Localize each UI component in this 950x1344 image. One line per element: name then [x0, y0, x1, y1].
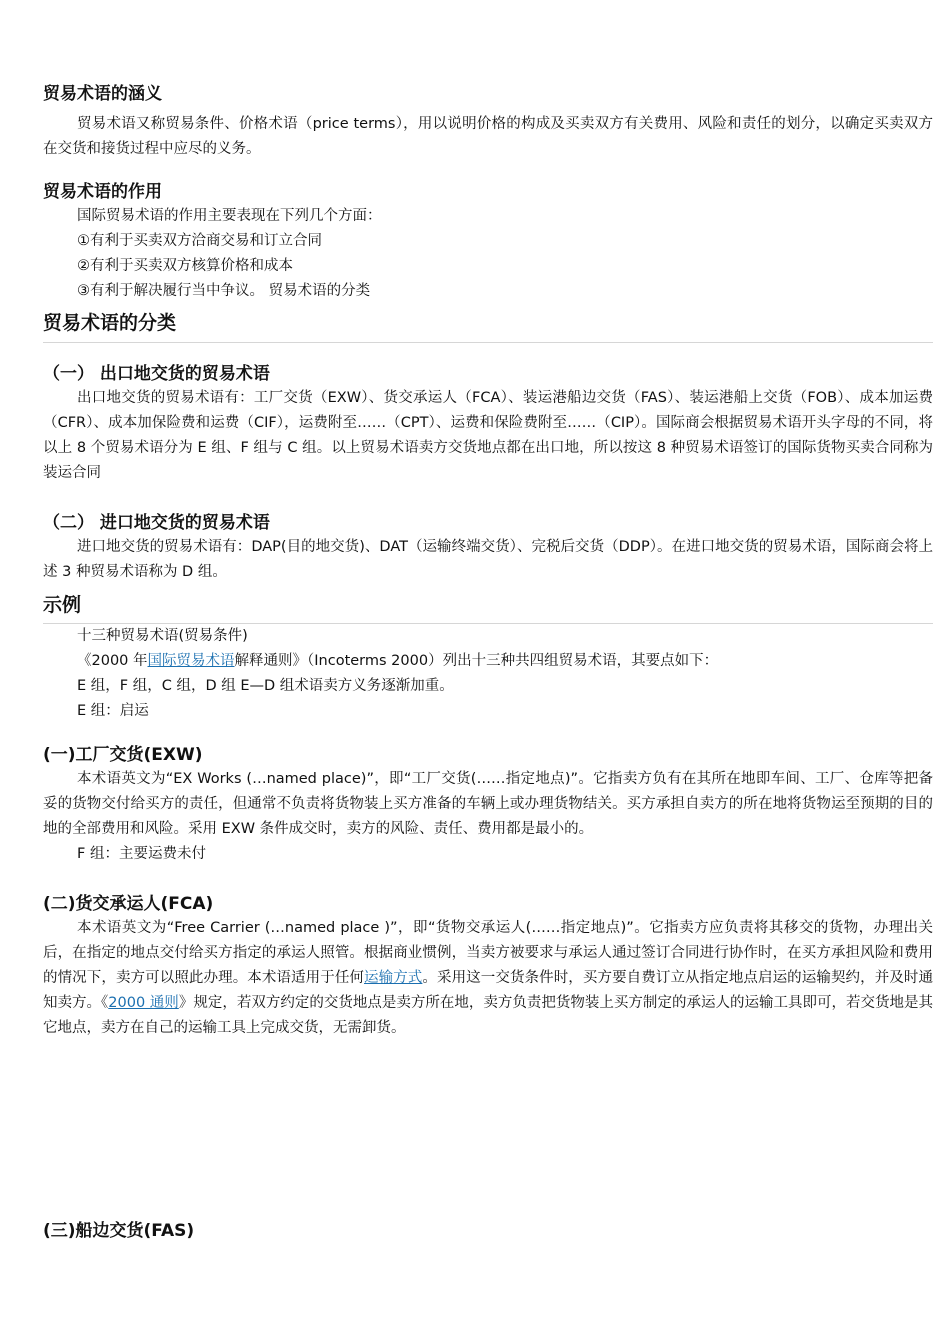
- link-incoterms[interactable]: 国际贸易术语: [147, 653, 235, 669]
- subsection-title: (二)货交承运人(FCA): [43, 894, 214, 914]
- list-item: ③有利于解决履行当中争议。 贸易术语的分类: [77, 283, 371, 299]
- section-title: 贸易术语的涵义: [43, 84, 162, 104]
- paragraph: 出口地交货的贸易术语有：工厂交货（EXW）、货交承运人（FCA）、装运港船边交货（FAS）、装运港船上交货（FOB）、成本加运费（CFR）、成本加保险费和运费（CIF），运费附至……（CPT）、运费和保险费附至……（CIP）。国际商会根据贸易术语开头字母的不同，将以上 8 个贸易术语分为 E 组、F 组与 C 组。以上贸易术语卖方交货地点都在出口地，所以按这 8 种贸易术语签订的国际货物买卖合同称为装运合同: [43, 390, 933, 481]
- section-function: [43, 180, 933, 304]
- section-title: 示例: [43, 594, 82, 616]
- paragraph: F 组：主要运费未付: [77, 846, 206, 862]
- paragraph: 本术语英文为“Free Carrier (…named place )”，即“货物交承运人(……指定地点)”。它指卖方应负责将其移交的货物，办理出关后，在指定的地点交付给买方指定的承运人照管。根据商业惯例，当卖方被要求与承运人通过签订合同进行协作时，在买方承担风险和费用的情况下，卖方可以照此办理。本术语适用于任何运输方式。采用这一交货条件时，买方要自费订立从指定地点启运的运输契约，并及时通知卖方。《2000 通则》规定，若双方约定的交货地点是卖方所在地，卖方负责把货物装上买方制定的承运人的运输工具即可，若交货地是其它地点，卖方在自己的运输工具上完成交货，无需卸货。: [43, 920, 934, 1036]
- section-fas: [43, 1219, 933, 1243]
- subsection-title: （一） 出口地交货的贸易术语: [43, 364, 270, 384]
- section-title: 贸易术语的作用: [43, 182, 162, 202]
- subsection-title: （二） 进口地交货的贸易术语: [43, 513, 270, 533]
- subsection-title: (一)工厂交货(EXW): [43, 745, 203, 765]
- paragraph: 《2000 年国际贸易术语解释通则》（Incoterms 2000）列出十三种共四组贸易术语，其要点如下：: [77, 653, 719, 669]
- paragraph: 十三种贸易术语(贸易条件): [77, 628, 248, 644]
- paragraph: E 组：启运: [77, 703, 149, 719]
- paragraph: 本术语英文为“EX Works (…named place)”，即“工厂交货(……指定地点)”。它指卖方负有在其所在地即车间、工厂、仓库等把备妥的货物交付给买方的责任，但通常不负责将货物装上买方准备的车辆上或办理货物结关。买方承担自卖方的所在地将货物运至预期的目的地的全部费用和风险。采用 EXW 条件成交时，卖方的风险、责任、费用都是最小的。: [43, 771, 933, 837]
- paragraph: 进口地交货的贸易术语有：DAP(目的地交货)、DAT（运输终端交货）、完税后交货（DDP）。在进口地交货的贸易术语，国际商会将上述 3 种贸易术语称为 D 组。: [43, 539, 933, 580]
- link-2000-rules[interactable]: 2000 通则: [108, 995, 179, 1011]
- paragraph: E 组，F 组，C 组，D 组 E—D 组术语卖方义务逐渐加重。: [77, 678, 454, 694]
- paragraph: 贸易术语又称贸易条件、价格术语（price terms），用以说明价格的构成及买卖双方有关费用、风险和责任的划分，以确定买卖双方在交货和接货过程中应尽的义务。: [43, 116, 933, 157]
- list-item: ②有利于买卖双方核算价格和成本: [77, 258, 293, 274]
- section-title: 贸易术语的分类: [43, 312, 177, 334]
- section-examples-body: [43, 624, 933, 724]
- section-export: [43, 362, 933, 486]
- subsection-title: (三)船边交货(FAS): [43, 1221, 195, 1241]
- section-exw: [43, 743, 933, 867]
- paragraph: 国际贸易术语的作用主要表现在下列几个方面：: [77, 208, 382, 224]
- link-transport-mode[interactable]: 运输方式: [364, 970, 423, 986]
- section-fca: [43, 892, 933, 1041]
- list-item: ①有利于买卖双方洽商交易和订立合同: [77, 233, 322, 249]
- section-meaning: [43, 82, 933, 162]
- section-heading-examples: [43, 592, 933, 624]
- section-import: [43, 511, 933, 585]
- section-heading-classification: [43, 310, 933, 343]
